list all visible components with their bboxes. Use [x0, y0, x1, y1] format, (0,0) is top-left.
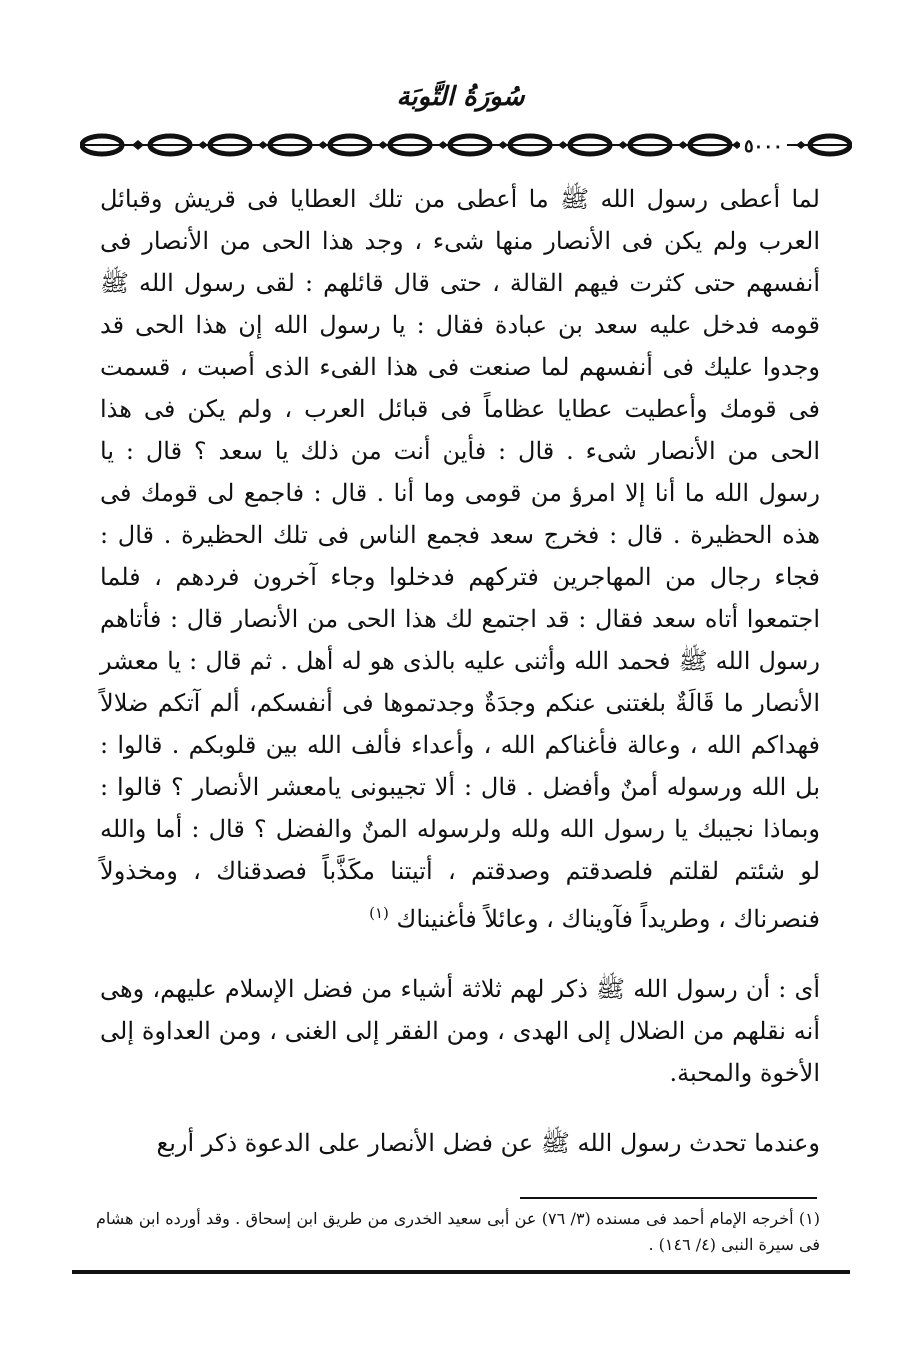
paragraph-explanation: أى : أن رسول الله ﷺ ذكر لهم ثلاثة أشياء من فضل الإسلام عليهم، وهى أنه نقلهم من الضلال إلى الهدى ، ومن الفقر إلى الغنى ، ومن العداوة إلى الأخوة والمحبة.	[100, 975, 820, 1087]
footnote: (١) أخرجه الإمام أحمد فى مسنده (٣/ ٧٦) عن أبى سعيد الخدرى من طريق ابن إسحاق . وقد أورده ابن هشام فى سيرة النبى (٤/ ١٤٦) .	[96, 1209, 820, 1254]
body-text	[100, 178, 820, 1164]
paragraph-hadith	[100, 178, 820, 940]
surah-title: سُورَةُ التَّوبَة	[396, 82, 525, 112]
footnote-marker: (١)	[369, 904, 389, 922]
bottom-rule	[72, 1270, 850, 1274]
decorative-border-icon	[80, 128, 852, 164]
footnote-divider	[520, 1197, 817, 1199]
paragraph-continuation: وعندما تحدث رسول الله ﷺ عن فضل الأنصار على الدعوة ذكر أربع	[156, 1129, 820, 1157]
page-number: ٥٠٠٠	[740, 136, 787, 157]
paragraph-hadith-text: لما أعطى رسول الله ﷺ ما أعطى من تلك العطايا فى قريش وقبائل العرب ولم يكن فى الأنصار منها شىء ، وجد هذا الحى من الأنصار فى أنفسهم حتى كثرت فيهم القالة ، حتى قال قائلهم : لقى رسول الله ﷺ قومه فدخل عليه سعد بن عبادة فقال : يا رسول الله إن هذا الحى قد وجدوا عليك فى أنفسهم لما صنعت فى هذا الفىء الذى أصبت ، قسمت فى قومك وأعطيت عطايا عظاماً فى قبائل العرب ، ولم يكن فى هذا الحى من الأنصار شىء . قال : فأين أنت من ذلك يا سعد ؟ قال : يا رسول الله ما أنا إلا امرؤ من قومى وما أنا . قال : فاجمع لى قومك فى هذه الحظيرة . قال : فخرج سعد فجمع الناس فى تلك الحظيرة . قال : فجاء رجال من المهاجرين فتركهم فدخلوا وجاء آخرون فردهم ، فلما اجتمعوا أتاه سعد فقال : قد اجتمع لك هذا الحى من الأنصار قال : فأتاهم رسول الله ﷺ فحمد الله وأثنى عليه بالذى هو له أهل . ثم قال : يا معشر الأنصار ما قَالَةٌ بلغتنى عنكم وجدَةٌ وجدتموها فى أنفسكم، ألم آتكم ضلالاً فهداكم الله ، وعالة فأغناكم الله ، وأعداء فألف الله بين قلوبكم . قالوا : بل الله ورسوله أمنٌ وأفضل . قال : ألا تجيبونى يامعشر الأنصار ؟ قالوا : وبماذا نجيبك يا رسول الله ولله ولرسوله المنٌ والفضل ؟ قال : أما والله لو شئتم لقلتم فلصدقتم وصدقتم ، أتيتنا مكَذَّباً فصدقناك ، ومخذولاً فنصرناك ، وطريداً فآويناك ، وعائلاً فأغنيناك	[100, 185, 821, 933]
